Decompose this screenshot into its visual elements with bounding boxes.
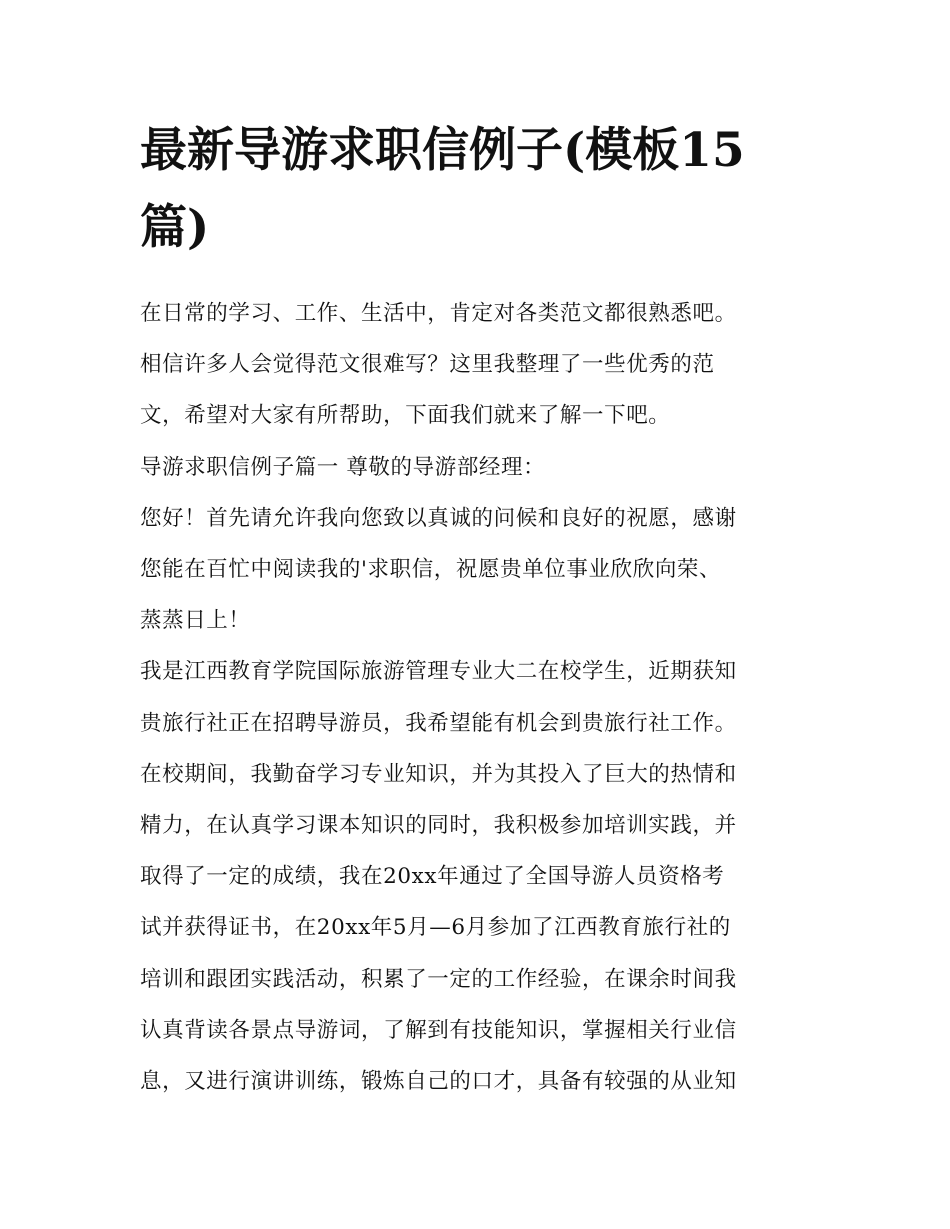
text-line: 您能在百忙中阅读我的'求职信，祝愿贵单位事业欣欣向荣、 xyxy=(140,557,722,583)
text-line: 文，希望对大家有所帮助，下面我们就来了解一下吧。 xyxy=(140,403,671,429)
text-line: 在校期间，我勤奋学习专业知识，并为其投入了巨大的热情和 xyxy=(140,761,737,787)
greeting-paragraph xyxy=(140,493,812,647)
text-line: 导游求职信例子篇一 尊敬的导游部经理： xyxy=(140,454,546,480)
intro-paragraph xyxy=(140,288,812,442)
text-line: 相信许多人会觉得范文很难写？这里我整理了一些优秀的范 xyxy=(140,352,715,378)
title-line: 最新导游求职信例子(模板15 xyxy=(140,123,745,178)
text-line: 您好！首先请允许我向您致以真诚的问候和良好的祝愿，感谢 xyxy=(140,505,737,531)
text-line: 精力，在认真学习课本知识的同时，我积极参加培训实践，并 xyxy=(140,813,737,839)
text-line: 我是江西教育学院国际旅游管理专业大二在校学生，近期获知 xyxy=(140,659,737,685)
text-line: 试并获得证书，在20xx年5月—6月参加了江西教育旅行社的 xyxy=(140,915,731,941)
text-line: 取得了一定的成绩，我在20xx年通过了全国导游人员资格考 xyxy=(140,864,725,890)
text-line: 蒸蒸日上！ xyxy=(140,608,251,634)
body-paragraph xyxy=(140,646,812,1107)
document-title xyxy=(140,112,812,266)
text-line: 认真背读各景点导游词，了解到有技能知识，掌握相关行业信 xyxy=(140,1017,737,1043)
document-body xyxy=(140,288,812,1107)
section-heading-paragraph xyxy=(140,442,812,493)
text-line: 培训和跟团实践活动，积累了一定的工作经验，在课余时间我 xyxy=(140,966,737,992)
text-line: 在日常的学习、工作、生活中，肯定对各类范文都很熟悉吧。 xyxy=(140,301,737,326)
text-line: 息，又进行演讲训练，锻炼自己的口才，具备有较强的从业知 xyxy=(140,1069,737,1095)
title-line: 篇) xyxy=(140,200,210,255)
document-page xyxy=(140,112,812,1107)
text-line: 贵旅行社正在招聘导游员，我希望能有机会到贵旅行社工作。 xyxy=(140,710,737,736)
